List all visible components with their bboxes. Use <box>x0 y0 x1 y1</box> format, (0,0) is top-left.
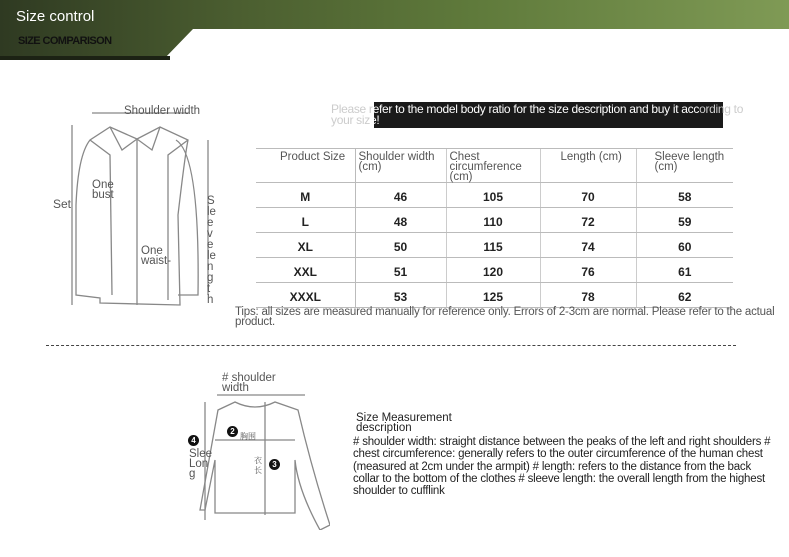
note-prefix: Please r <box>331 102 373 116</box>
banner-edge <box>0 56 170 60</box>
table-cell: 110 <box>446 208 540 233</box>
col-header: Length (cm) <box>540 149 636 183</box>
tee-sleeve-label: Slee Lon g <box>189 448 213 480</box>
col-header: Sleeve length (cm) <box>636 149 733 183</box>
table-row <box>256 258 733 283</box>
table-cell: 76 <box>540 258 636 283</box>
table-cell: 58 <box>636 183 733 208</box>
table-cell: 50 <box>355 233 446 258</box>
table-cell: 46 <box>355 183 446 208</box>
shoulder-width-label: Shoulder width <box>124 105 201 117</box>
table-cell: 60 <box>636 233 733 258</box>
table-row <box>256 283 733 308</box>
table-cell: 51 <box>355 258 446 283</box>
table-row <box>256 183 733 208</box>
divider <box>46 345 736 346</box>
table-cell: XXXL <box>256 283 355 308</box>
page-title: Size control <box>16 8 95 25</box>
marker-2: 2 <box>227 426 238 437</box>
description-body: # shoulder width: straight distance between the peaks of the left and right shoulders # chest circumference: generally refers to the outer circumference of the human chest (measured at 2cm under the armpit) # length: refers to the distance from the back collar to the bottom of the clothes # sleeve length: the overall length from the highest shoulder to cufflink <box>353 436 771 498</box>
table-cell: XXL <box>256 258 355 283</box>
col-header: Chest circumference (cm) <box>446 149 540 183</box>
page-subtitle: SIZE COMPARISON <box>18 35 112 47</box>
table-cell: 125 <box>446 283 540 308</box>
table-cell: 120 <box>446 258 540 283</box>
waist-label: One waist- <box>141 245 172 267</box>
table-cell: 74 <box>540 233 636 258</box>
table-cell: 59 <box>636 208 733 233</box>
table-cell: M <box>256 183 355 208</box>
size-table <box>256 148 733 308</box>
table-row <box>256 233 733 258</box>
size-note <box>331 104 771 126</box>
bust-label: One bust <box>92 179 114 201</box>
table-cell: 70 <box>540 183 636 208</box>
table-cell: 53 <box>355 283 446 308</box>
table-cell: 61 <box>636 258 733 283</box>
description-title: Size Measurement description <box>356 412 452 434</box>
tee-shoulder-label: # shoulder width <box>222 372 276 394</box>
table-cell: 48 <box>355 208 446 233</box>
length-cn-label: 衣长 <box>254 456 262 475</box>
note-line2-prefix: your siz <box>331 113 370 127</box>
note-line2: e! <box>369 113 380 127</box>
note-text: efer to the model body ratio for the size description and buy it acc <box>372 102 700 116</box>
chest-cn-label: 胸围 <box>240 432 256 441</box>
col-header: Product Size <box>256 149 355 183</box>
table-cell: XL <box>256 233 355 258</box>
set-label: Set <box>53 197 72 211</box>
table-row <box>256 208 733 233</box>
table-cell: 78 <box>540 283 636 308</box>
marker-4: 4 <box>188 435 199 446</box>
table-cell: 105 <box>446 183 540 208</box>
sleeve-length-label: Sleeve length <box>207 195 216 306</box>
table-cell: 115 <box>446 233 540 258</box>
table-cell: 62 <box>636 283 733 308</box>
col-header: Shoulder width (cm) <box>355 149 446 183</box>
table-cell: 72 <box>540 208 636 233</box>
note-suffix: ording to <box>699 102 744 116</box>
tips-text: Tips: all sizes are measured manually for reference only. Errors of 2-3cm are normal. Please refer to the actual product. <box>235 306 775 328</box>
marker-3: 3 <box>269 459 280 470</box>
table-cell: L <box>256 208 355 233</box>
